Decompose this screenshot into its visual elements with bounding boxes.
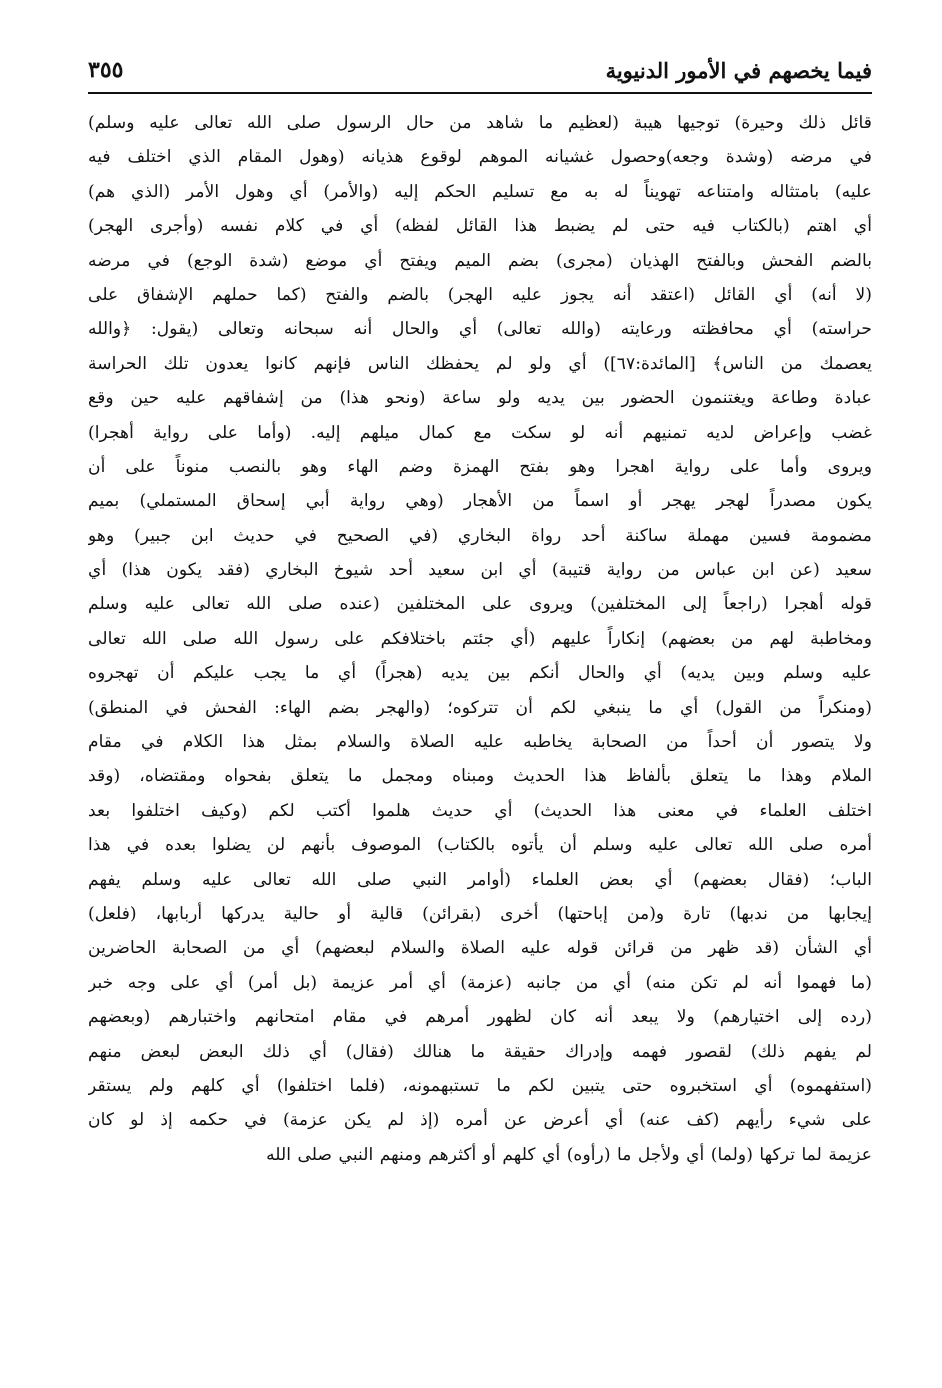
text-line: أي الشأن (قد ظهر من قرائن قوله عليه الصلاة والسلام لبعضهم) أي من الصحابة الحاضرين bbox=[88, 938, 872, 959]
header-rule bbox=[88, 92, 872, 94]
text-line: بالضم الفحش وبالفتح الهذيان (مجرى) بضم الميم ويفتح أي موضع (شدة الوجع) في مرضه bbox=[88, 250, 872, 271]
text-line: اختلف العلماء في معنى هذا الحديث) أي حديث هلموا أكتب لكم (وكيف اختلفوا بعد bbox=[88, 800, 872, 821]
text-line: (رده إلى اختيارهم) ولا يبعد أنه كان لظهور أمرهم في مقام امتحانهم واختبارهم (وبعضهم bbox=[88, 1007, 872, 1028]
text-line: غضب وإعراض لديه تمنيهم أنه لو سكت مع كمال ميلهم إليه. (وأما على رواية أهجرا) bbox=[88, 422, 872, 443]
book-page bbox=[88, 50, 872, 1370]
text-line: عبادة وطاعة ويغتنمون الحضور بين يديه ولو ساعة (ونحو هذا) من إشفاقهم عليه حين وقع bbox=[88, 388, 872, 409]
text-line: (ومنكراً من القول) أي ما ينبغي لكم أن تتركوه؛ (والهجر بضم الهاء: الفحش في المنطق) bbox=[88, 697, 872, 718]
text-line: (استفهموه) أي استخبروه حتى يتبين لكم ما تستبهمونه، (فلما اختلفوا) أي كلهم ولم يستقر bbox=[88, 1075, 872, 1096]
body-text bbox=[88, 106, 872, 1172]
text-line: سعيد (عن ابن عباس من رواية قتيبة) أي ابن سعيد أحد شيوخ البخاري (فقد يكون هذا) أي bbox=[88, 560, 872, 581]
text-line: ويروى وأما على رواية اهجرا وهو بفتح الهمزة وضم الهاء وهو بالنصب منوناً على أن bbox=[88, 456, 872, 477]
text-line: ومخاطبة لهم من بعضهم) إنكاراً عليهم (أي جئتم باختلافكم على رسول الله صلى الله تعالى bbox=[88, 628, 872, 649]
running-header bbox=[88, 50, 872, 90]
text-line: في مرضه (وشدة وجعه)وحصول غشيانه الموهم لوقوع هذيانه (وهول المقام الذي اختلف فيه bbox=[88, 147, 872, 168]
text-line: الباب؛ (فقال بعضهم) أي بعض العلماء (أوامر النبي صلى الله تعالى عليه وسلم يفهم bbox=[88, 869, 872, 890]
chapter-title: فيما يخصهم في الأمور الدنيوية bbox=[605, 57, 872, 83]
text-line: أي اهتم (بالكتاب فيه حتى لم يضبط هذا القائل لفظه) أي في كلام نفسه (وأجرى الهجر) bbox=[88, 216, 872, 237]
text-line: أمره صلى الله تعالى عليه وسلم أن يأتوه بالكتاب) الموصوف بأنهم لن يضلوا بعده في هذا bbox=[88, 835, 872, 856]
page-number: ٣٥٥ bbox=[88, 57, 124, 83]
text-line: على شيء رأيهم (كف عنه) أي أعرض عن أمره (إذ لم يكن عزمة) في حكمه إذ لو كان bbox=[88, 1110, 872, 1131]
text-line: عليه وسلم وبين يديه) أي والحال أنكم بين يديه (هجراً) أي ما يجب عليكم أن تهجروه bbox=[88, 663, 872, 684]
text-line: يعصمك من الناس﴾ [المائدة:٦٧]) أي ولو لم يحفظك الناس فإنهم كانوا يعدون تلك الحراسة bbox=[88, 353, 872, 374]
text-line: عزيمة لما تركها (ولما) أي ولأجل ما (رأوه) أي كلهم أو أكثرهم ومنهم النبي صلى الله bbox=[266, 1144, 872, 1165]
text-line: ولا يتصور أن أحداً من الصحابة يخاطبه عليه الصلاة والسلام بمثل هذا الكلام في مقام bbox=[88, 732, 872, 753]
text-line: لم يفهم ذلك) لقصور فهمه وإدراك حقيقة ما هنالك (فقال) أي ذلك البعض لبعض منهم bbox=[88, 1041, 872, 1062]
text-line: يكون مصدراً لهجر يهجر أو اسماً من الأهجار (وهي رواية أبي إسحاق المستملي) بميم bbox=[88, 491, 872, 512]
text-line: قوله أهجرا (راجعاً إلى المختلفين) ويروى على المختلفين (عنده صلى الله تعالى عليه وسلم bbox=[88, 594, 872, 615]
text-line: (ما فهموا أنه لم تكن منه) أي من جانبه (عزمة) أي أمر عزيمة (بل أمر) أي على وجه خبر bbox=[88, 972, 872, 993]
text-line: قائل ذلك وحيرة) توجيها هيبة (لعظيم ما شاهد من حال الرسول صلى الله تعالى عليه وسلم) bbox=[88, 113, 872, 133]
text-line: مضمومة فسين مهملة ساكنة أحد رواة البخاري (في الصحيح في حديث ابن جبير) وهو bbox=[88, 525, 872, 546]
text-line: (لا أنه) أي القائل (اعتقد أنه يجوز عليه الهجر) بالضم والفتح (كما حملهم الإشفاق على bbox=[88, 284, 872, 305]
text-line: إيجابها من ندبها) تارة و(من إباحتها) أخرى (بقرائن) قالية أو حالية يدركها أربابها، (فلعل) bbox=[88, 903, 872, 924]
text-line: عليه) بامتثاله وامتناعه تهويناً له به مع تسليم الحكم إليه (والأمر) أي وهول الأمر (الذي هم) bbox=[88, 181, 872, 202]
text-line: الملام وهذا ما يتعلق بألفاظ هذا الحديث ومبناه ومجمل ما يتعلق بفحواه ومقتضاه، (وقد bbox=[88, 766, 872, 787]
text-line: حراسته) أي محافظته ورعايته (والله تعالى) أي والحال أنه سبحانه وتعالى (يقول: ﴿والله bbox=[88, 319, 872, 340]
